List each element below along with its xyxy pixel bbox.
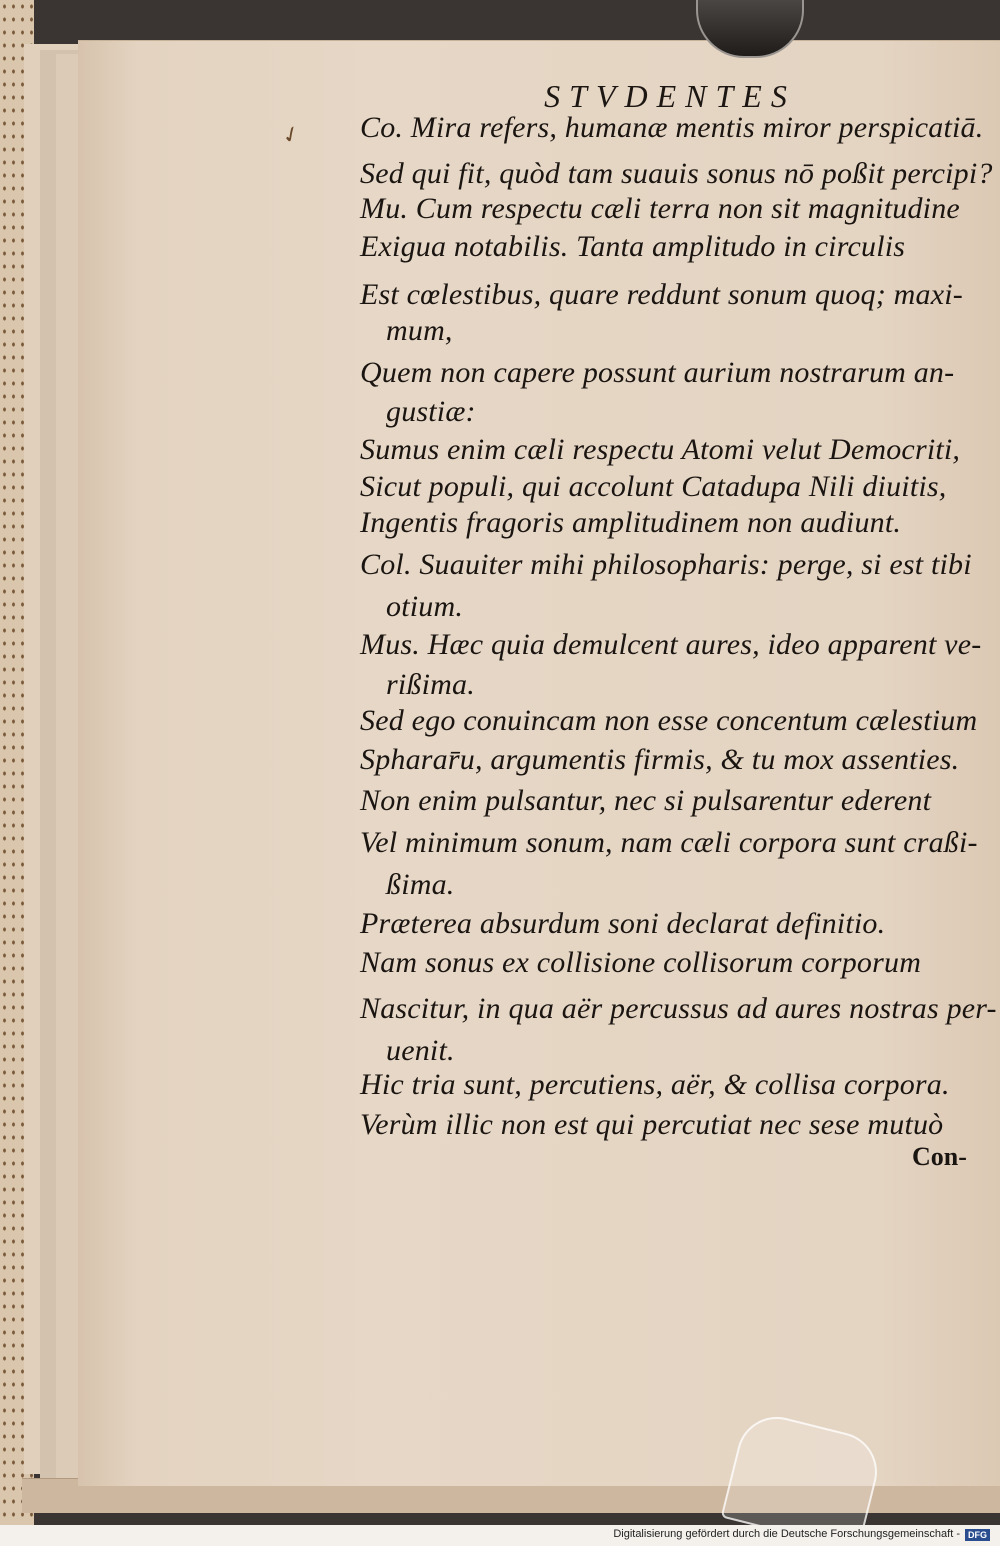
text-line: Sed qui fit, quòd tam suauis sonus nō poßit percipi? (360, 157, 993, 190)
text-line: Sicut populi, qui accolunt Catadupa Nili diuitis, (360, 470, 947, 503)
text-line: Præterea absurdum soni declarat definitio. (360, 907, 886, 940)
text-line: Non enim pulsantur, nec si pulsarentur ederent (360, 784, 932, 817)
text-line: ßima. (386, 868, 455, 901)
text-line: otium. (386, 590, 464, 623)
text-line: rißima. (386, 668, 475, 701)
text-line: Col. Suauiter mihi philosopharis: perge, si est tibi (360, 548, 972, 581)
text-line: Sumus enim cæli respectu Atomi velut Democriti, (360, 433, 961, 466)
text-line: mum, (386, 314, 453, 347)
ink-mark: ✓ (277, 119, 305, 150)
text-line: gustiæ: (386, 395, 476, 428)
text-line: uenit. (386, 1034, 455, 1067)
text-line: Nam sonus ex collisione collisorum corporum (360, 946, 922, 979)
text-line: Mu. Cum respectu cæli terra non sit magnitudine (360, 192, 960, 225)
text-line: Exigua notabilis. Tanta amplitudo in circulis (360, 230, 906, 263)
footer-credit: Digitalisierung gefördert durch die Deutsche Forschungsgemeinschaft - (613, 1528, 960, 1540)
catchword: Con- (912, 1142, 967, 1171)
dfg-logo: DFG (965, 1529, 990, 1541)
text-line: Spharar̄u, argumentis firmis, & tu mox assenties. (360, 743, 960, 776)
text-line: Hic tria sunt, percutiens, aër, & collisa corpora. (360, 1068, 950, 1101)
footer-bar (0, 1525, 1000, 1546)
text-line: Nascitur, in qua aër percussus ad aures nostras per- (360, 992, 997, 1025)
text-line: Co. Mira refers, humanæ mentis miror perspicatiā. (360, 111, 984, 144)
text-line: Verùm illic non est qui percutiat nec sese mutuò (360, 1108, 944, 1141)
running-head: STVDENTES (544, 78, 796, 114)
text-line: Vel minimum sonum, nam cæli corpora sunt craßi- (360, 826, 978, 859)
text-line: Mus. Hæc quia demulcent aures, ideo apparent ve- (360, 628, 982, 661)
text-line: Sed ego conuincam non esse concentum cælestium (360, 704, 978, 737)
text-line: Quem non capere possunt aurium nostrarum an- (360, 356, 955, 389)
text-line: Est cœlestibus, quare reddunt sonum quoq; maxi- (360, 278, 963, 311)
text-line: Ingentis fragoris amplitudinem non audiunt. (360, 506, 902, 539)
